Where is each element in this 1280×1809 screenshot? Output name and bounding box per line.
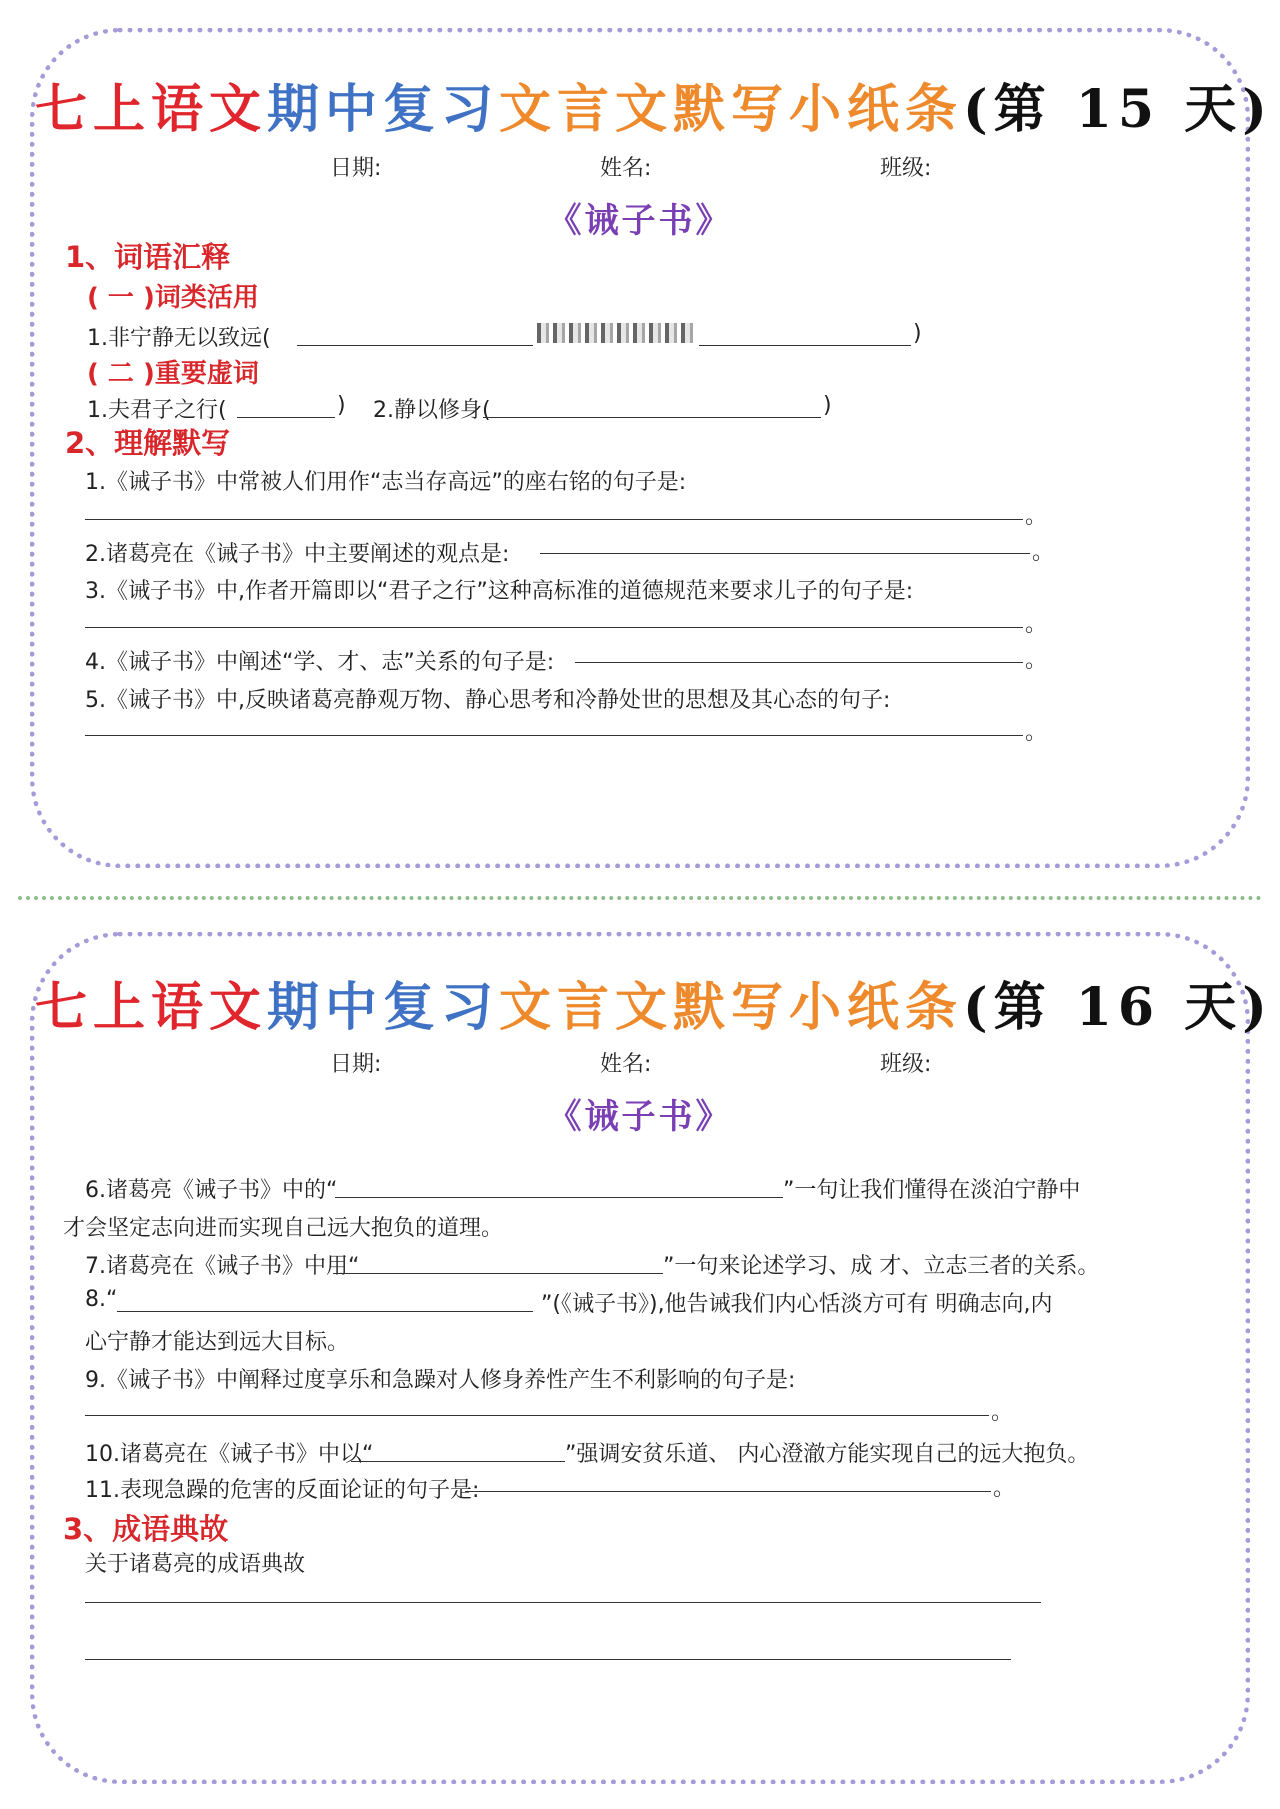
name-label: 姓名: bbox=[600, 156, 652, 181]
period: 。 bbox=[1032, 540, 1055, 565]
question-text: 1.非宁静无以致远( bbox=[87, 326, 271, 351]
question-text: 5.《诫子书》中,反映诸葛亮静观万物、静心思考和冷静处世的思想及其心态的句子: bbox=[85, 688, 891, 713]
meta-row bbox=[35, 151, 1245, 185]
answer-blank[interactable] bbox=[297, 345, 533, 346]
question-text: 11.表现急躁的危害的反面论证的句子是: bbox=[85, 1478, 480, 1503]
question-text: 2.静以修身( bbox=[373, 398, 491, 423]
section-heading-idioms: 3、成语典故 bbox=[63, 1512, 229, 1546]
question-text: 才会坚定志向进而实现自己远大抱负的道理。 bbox=[63, 1216, 504, 1241]
question-text: 3.《诫子书》中,作者开篇即以“君子之行”这种高标准的道德规范来要求儿子的句子是: bbox=[85, 579, 914, 604]
title-part-3: 文言文默写小纸条 bbox=[499, 79, 964, 140]
answer-blank[interactable] bbox=[351, 1461, 565, 1462]
class-label: 班级: bbox=[880, 156, 932, 181]
answer-blank[interactable] bbox=[483, 417, 821, 418]
meta-row bbox=[35, 1047, 1245, 1081]
question-text: ”强调安贫乐道、 内心澄澈方能实现自己的远大抱负。 bbox=[565, 1442, 1090, 1467]
period: 。 bbox=[993, 1476, 1016, 1501]
answer-blank[interactable] bbox=[335, 1197, 783, 1198]
redacted-mark bbox=[537, 323, 697, 343]
answer-blank[interactable] bbox=[333, 1273, 663, 1274]
question-text: ”一句来论述学习、成 才、立志三者的关系。 bbox=[663, 1254, 1100, 1279]
title-part-2: 期中复习 bbox=[267, 977, 500, 1038]
question-text: 6.诸葛亮《诫子书》中的“ bbox=[85, 1178, 338, 1203]
title-part-1: 七上语文 bbox=[35, 977, 268, 1038]
answer-blank[interactable] bbox=[540, 553, 1030, 554]
question-text: 10.诸葛亮在《诫子书》中以“ bbox=[85, 1442, 374, 1467]
date-label: 日期: bbox=[330, 1052, 382, 1077]
question-text: ) bbox=[337, 393, 346, 418]
answer-blank[interactable] bbox=[465, 1491, 991, 1492]
answer-blank[interactable] bbox=[699, 345, 911, 346]
period: 。 bbox=[1025, 648, 1048, 673]
title-part-4: (第 15 天) bbox=[963, 79, 1273, 140]
section-heading-comprehension: 2、理解默写 bbox=[65, 426, 231, 460]
text-title: 《诫子书》 bbox=[547, 1097, 733, 1137]
question-text: 9.《诫子书》中阐释过度享乐和急躁对人修身养性产生不利影响的句子是: bbox=[85, 1368, 796, 1393]
question-text: 1.《诫子书》中常被人们用作“志当存高远”的座右铭的句子是: bbox=[85, 470, 687, 495]
answer-blank[interactable] bbox=[85, 1659, 1011, 1660]
class-label: 班级: bbox=[880, 1052, 932, 1077]
question-text: ”一句让我们懂得在淡泊宁静中 bbox=[783, 1178, 1081, 1203]
subsection-heading-function-words: ( 二 )重要虚词 bbox=[87, 359, 259, 389]
title-part-3: 文言文默写小纸条 bbox=[499, 977, 964, 1038]
question-text: 7.诸葛亮在《诫子书》中用“ bbox=[85, 1254, 360, 1279]
worksheet-card-day-16 bbox=[30, 932, 1273, 1784]
title-part-1: 七上语文 bbox=[35, 79, 268, 140]
date-label: 日期: bbox=[330, 156, 382, 181]
text-title: 《诫子书》 bbox=[547, 201, 733, 241]
period: 。 bbox=[1025, 720, 1048, 745]
section-heading-vocabulary: 1、词语汇释 bbox=[65, 240, 231, 274]
question-text: 1.夫君子之行( bbox=[87, 398, 227, 423]
period: 。 bbox=[991, 1400, 1014, 1425]
answer-blank[interactable] bbox=[575, 662, 1023, 663]
cut-line bbox=[18, 896, 1262, 900]
question-text: ) bbox=[913, 321, 922, 346]
title-part-4: (第 16 天) bbox=[963, 977, 1273, 1038]
question-text: ) bbox=[823, 393, 832, 418]
answer-blank[interactable] bbox=[85, 735, 1023, 736]
period: 。 bbox=[1025, 504, 1048, 529]
answer-blank[interactable] bbox=[85, 519, 1023, 520]
card-title bbox=[35, 965, 1273, 1040]
question-text: 关于诸葛亮的成语典故 bbox=[85, 1552, 306, 1577]
question-text: 心宁静才能达到远大目标。 bbox=[85, 1330, 350, 1355]
name-label: 姓名: bbox=[600, 1052, 652, 1077]
card-title bbox=[35, 67, 1273, 142]
question-text: 2.诸葛亮在《诫子书》中主要阐述的观点是: bbox=[85, 542, 510, 567]
worksheet-card-day-15 bbox=[30, 28, 1273, 868]
answer-blank[interactable] bbox=[117, 1311, 533, 1312]
question-text: 8.“ bbox=[85, 1287, 118, 1312]
title-part-2: 期中复习 bbox=[267, 79, 500, 140]
answer-blank[interactable] bbox=[237, 417, 335, 418]
question-text: ”(《诫子书》),他告诫我们内心恬淡方可有 明确志向,内 bbox=[541, 1292, 1053, 1317]
question-text: 4.《诫子书》中阐述“学、才、志”关系的句子是: bbox=[85, 650, 555, 675]
period: 。 bbox=[1025, 612, 1048, 637]
answer-blank[interactable] bbox=[85, 627, 1023, 628]
answer-blank[interactable] bbox=[85, 1602, 1041, 1603]
answer-blank[interactable] bbox=[85, 1415, 989, 1416]
subsection-heading-word-class: ( 一 )词类活用 bbox=[87, 283, 259, 313]
